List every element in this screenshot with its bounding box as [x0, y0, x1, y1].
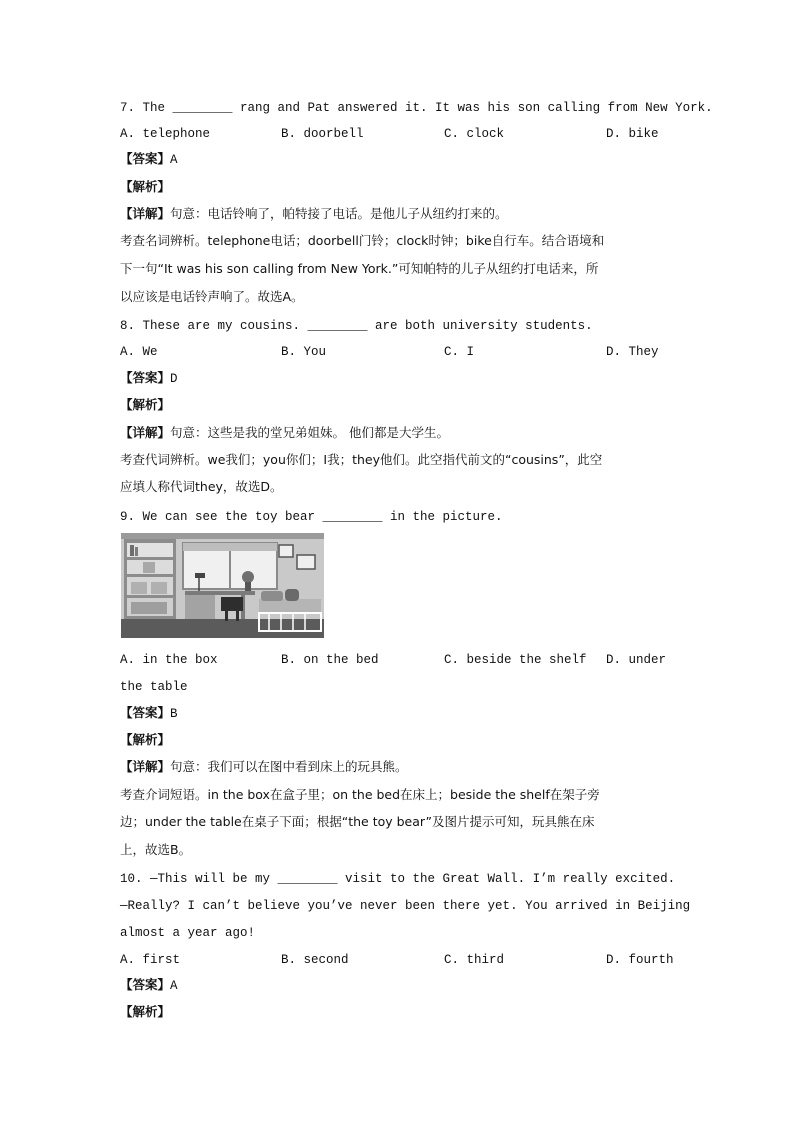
q10-analysis-tag: 【解析】	[120, 1004, 171, 1019]
q7-detail-line	[120, 206, 508, 222]
q9-option-d-wrap: the table	[120, 680, 188, 694]
q7-answer-line	[120, 151, 178, 168]
detail-tag: 【详解】	[120, 206, 171, 221]
q9-answer-line	[120, 705, 178, 722]
q10-answer: A	[170, 979, 178, 993]
answer-tag: 【答案】	[120, 705, 171, 720]
detail-tag: 【详解】	[120, 759, 171, 774]
q10-option-d: D. fourth	[606, 953, 674, 967]
q9-detail-line	[120, 759, 408, 775]
answer-tag: 【答案】	[120, 370, 171, 385]
q8-explain-1: 考查代词辨析。we我们；you你们；I我；they他们。此空指代前文的“cousins”，此空	[120, 452, 603, 467]
q7-answer: A	[170, 153, 178, 167]
q7-stem: 7. The ________ rang and Pat answered it. It was his son calling from New York.	[120, 101, 713, 115]
q7-detail: 句意：电话铃响了，帕特接了电话。是他儿子从纽约打来的。	[170, 206, 508, 221]
q7-option-a: A. telephone	[120, 127, 211, 141]
q9-explain-1: 考查介词短语。in the box在盒子里；on the bed在床上；beside the shelf在架子旁	[120, 787, 600, 802]
q9-option-a: A. in the box	[120, 653, 218, 667]
q8-detail-line	[120, 425, 449, 441]
q9-option-d: D. under	[606, 653, 667, 667]
q7-explain-3: 以应该是电话铃声响了。故选A。	[120, 289, 304, 304]
q7-explain-2: 下一句“It was his son calling from New York.”可知帕特的儿子从纽约打电话来，所	[120, 261, 599, 276]
answer-tag: 【答案】	[120, 977, 171, 992]
q7-option-b: B. doorbell	[281, 127, 364, 141]
q8-option-d: D. They	[606, 345, 659, 359]
q9-explain-3: 上，故选B。	[120, 842, 192, 857]
q8-option-b: B. You	[281, 345, 327, 359]
q8-option-c: C. I	[444, 345, 475, 359]
q8-explain-2: 应填人称代词they，故选D。	[120, 479, 283, 494]
q10-stem-3: almost a year ago!	[120, 926, 256, 940]
q8-detail: 句意：这些是我的堂兄弟姐妹。 他们都是大学生。	[170, 425, 449, 440]
q9-explain-2: 边；under the table在桌子下面；根据“the toy bear”及图片提示可知，玩具熊在床	[120, 814, 595, 829]
answer-tag: 【答案】	[120, 151, 171, 166]
q7-explain-1: 考查名词辨析。telephone电话；doorbell门铃；clock时钟；bike自行车。结合语境和	[120, 233, 605, 248]
q8-option-a: A. We	[120, 345, 158, 359]
q7-option-c: C. clock	[444, 127, 505, 141]
detail-tag: 【详解】	[120, 425, 171, 440]
q10-stem-1: 10. —This will be my ________ visit to the Great Wall. I’m really excited.	[120, 872, 676, 886]
q7-option-d: D. bike	[606, 127, 659, 141]
q8-answer-line	[120, 370, 178, 387]
q10-option-c: C. third	[444, 953, 505, 967]
q9-analysis-tag: 【解析】	[120, 732, 171, 747]
q8-analysis-tag: 【解析】	[120, 397, 171, 412]
q9-option-b: B. on the bed	[281, 653, 379, 667]
q9-detail: 句意：我们可以在图中看到床上的玩具熊。	[170, 759, 408, 774]
q10-answer-line	[120, 977, 178, 994]
q9-answer: B	[170, 707, 178, 721]
q10-option-a: A. first	[120, 953, 181, 967]
q10-stem-2: —Really? I can’t believe you’ve never been there yet. You arrived in Beijing	[120, 899, 691, 913]
q9-option-c: C. beside the shelf	[444, 653, 587, 667]
q7-analysis-tag: 【解析】	[120, 179, 171, 194]
q10-option-b: B. second	[281, 953, 349, 967]
q8-answer: D	[170, 372, 178, 386]
bedroom-picture	[121, 533, 324, 638]
q9-stem: 9. We can see the toy bear ________ in the picture.	[120, 510, 503, 524]
q8-stem: 8. These are my cousins. ________ are both university students.	[120, 319, 593, 333]
